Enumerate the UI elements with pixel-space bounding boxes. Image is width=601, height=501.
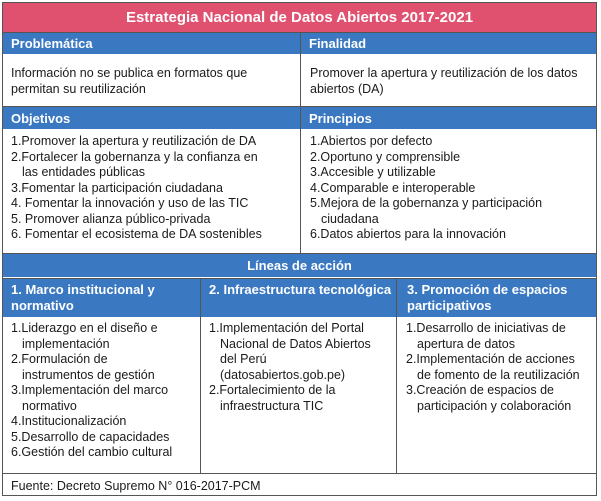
list-item: 6.Datos abiertos para la innovación <box>310 227 506 241</box>
infraestructura-list <box>209 321 394 414</box>
list-item: 2.Implementación de acciones <box>406 352 575 366</box>
list-item: 3.Fomentar la participación ciudadana <box>11 180 223 195</box>
list-item: 5. Promover alianza público-privada <box>11 211 211 226</box>
list-item: implementación <box>22 336 110 351</box>
list-item: apertura de datos <box>417 336 515 351</box>
divider <box>3 278 596 279</box>
list-item: ciudadana <box>321 211 379 226</box>
list-item: 5.Desarrollo de capacidades <box>11 429 170 444</box>
list-item: normativo <box>22 398 77 413</box>
list-item: 4.Comparable e interoperable <box>310 180 476 195</box>
list-item: instrumentos de gestión <box>22 367 155 382</box>
list-item: 3.Accesible y utilizable <box>310 165 436 179</box>
list-item: 3.Implementación del marco <box>11 383 169 397</box>
list-item: 5.Mejora de la gobernanza y participación <box>310 196 543 210</box>
list-item: 4. Fomentar la innovación y uso de las TIC <box>11 196 249 210</box>
marco-list <box>11 321 196 461</box>
problematica-text: Información no se publica en formatos que permitan su reutilización <box>11 66 248 96</box>
finalidad-text: Promover la apertura y reutilización de los datos abiertos (DA) <box>310 66 578 96</box>
list-item: 1.Abiertos por defecto <box>310 134 433 148</box>
divider <box>3 473 596 474</box>
list-item: 2.Fortalecimiento de la <box>209 383 336 397</box>
list-item: de fomento de la reutilización <box>417 367 580 382</box>
source-note: Fuente: Decreto Supremo N° 016-2017-PCM <box>11 479 261 493</box>
lineas-header: Líneas de acción <box>3 254 596 277</box>
infraestructura-header: 2. Infraestructura tecnológica <box>201 279 396 317</box>
objetivos-list <box>11 134 296 243</box>
principios-header: Principios <box>301 107 596 129</box>
divider <box>200 278 201 474</box>
list-item: del Perú <box>220 352 267 366</box>
list-item: 2.Oportuno y comprensible <box>310 149 461 164</box>
list-item: participación y colaboración <box>417 398 572 413</box>
list-item: las entidades públicas <box>22 165 145 179</box>
list-item: 1.Promover la apertura y reutilización de DA <box>11 134 257 148</box>
list-item: 2.Formulación de <box>11 352 108 366</box>
problematica-header: Problemática <box>3 32 300 54</box>
finalidad-header: Finalidad <box>301 32 596 54</box>
table-title: Estrategia Nacional de Datos Abiertos 2017-2021 <box>3 3 596 32</box>
list-item: 6.Gestión del cambio cultural <box>11 445 173 459</box>
marco-header: 1. Marco institucional y normativo <box>3 279 200 317</box>
list-item: 2.Fortalecer la gobernanza y la confianza en <box>11 149 258 164</box>
list-item: 1.Desarrollo de iniciativas de <box>406 321 566 335</box>
strategy-table <box>2 2 597 496</box>
list-item: 6. Fomentar el ecosistema de DA sostenibles <box>11 227 262 241</box>
divider <box>396 278 397 474</box>
promocion-header: 3. Promoción de espacios participativos <box>397 279 596 317</box>
promocion-list <box>406 321 594 414</box>
list-item: infraestructura TIC <box>220 398 324 413</box>
list-item: Nacional de Datos Abiertos <box>220 336 371 351</box>
list-item: 3.Creación de espacios de <box>406 383 555 397</box>
list-item: 4.Institucionalización <box>11 414 127 428</box>
principios-list <box>310 134 590 243</box>
list-item: (datosabiertos.gob.pe) <box>220 367 346 382</box>
divider <box>300 32 301 254</box>
objetivos-header: Objetivos <box>3 107 300 129</box>
list-item: 1.Liderazgo en el diseño e <box>11 321 158 335</box>
list-item: 1.Implementación del Portal <box>209 321 364 335</box>
